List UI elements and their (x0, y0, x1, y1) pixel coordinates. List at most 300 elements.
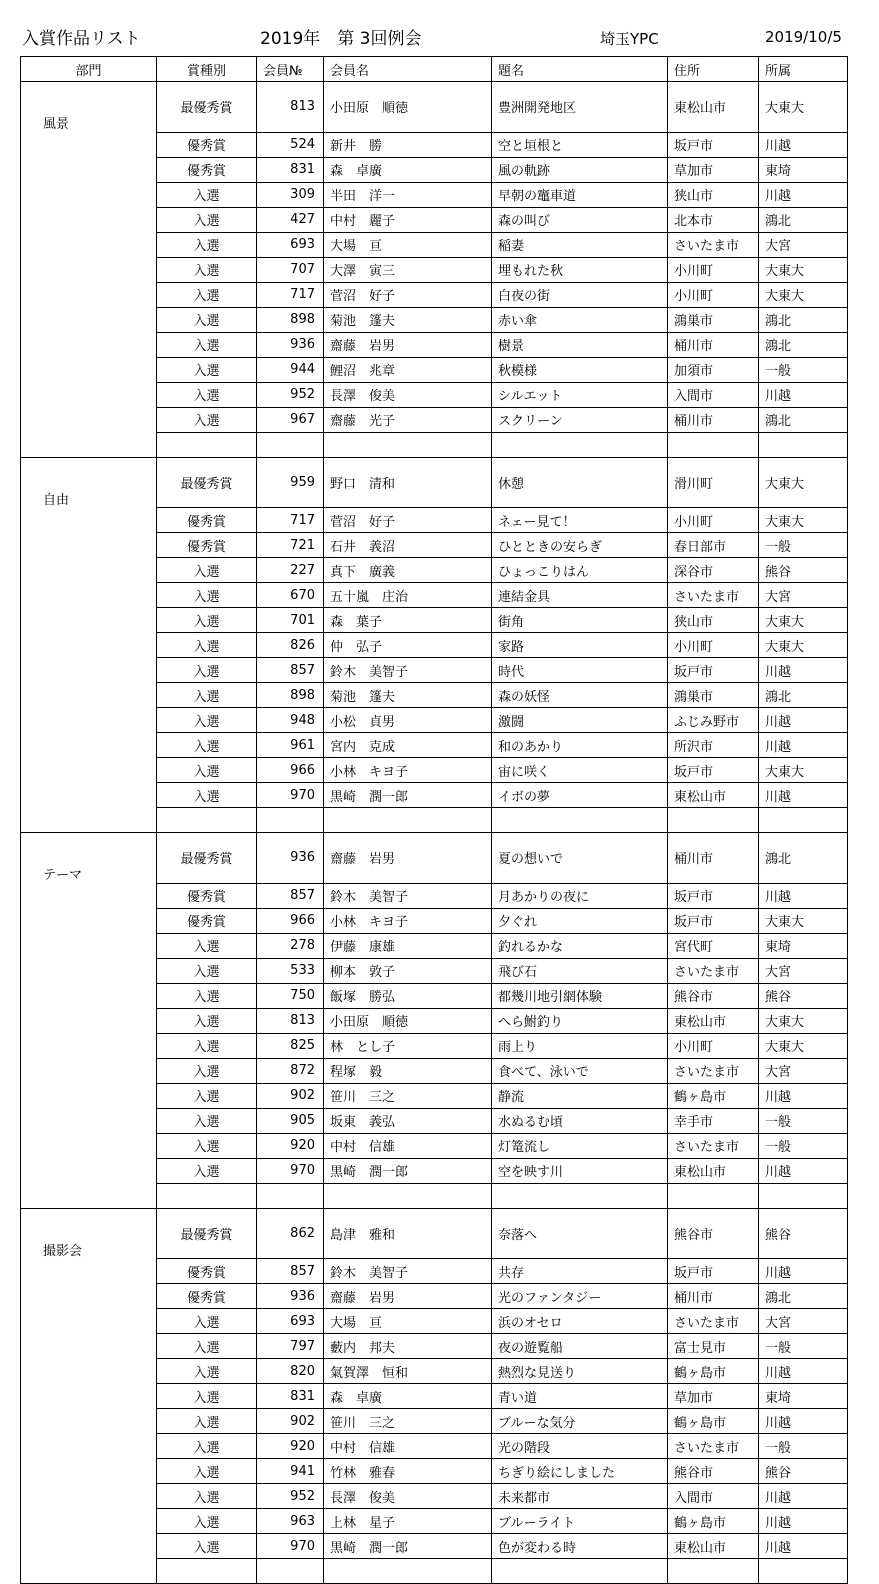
member-no-cell (257, 432, 324, 457)
award-cell: 入選 (157, 382, 257, 407)
address-cell: 東松山市 (668, 82, 759, 133)
title-cell: 森の妖怪 (492, 683, 668, 708)
address-cell: 入間市 (668, 382, 759, 407)
category-cell (21, 783, 157, 808)
member-name-cell: 宮内 克成 (324, 733, 492, 758)
table-row (21, 1108, 848, 1133)
table-row (21, 407, 848, 432)
affiliation-cell: 川越 (759, 182, 848, 207)
address-cell: 坂戸市 (668, 132, 759, 157)
category-cell (21, 1309, 157, 1334)
club-name: 埼玉YPC (600, 30, 659, 48)
award-cell (157, 1183, 257, 1208)
title-cell: ブルーな気分 (492, 1409, 668, 1434)
table-row (21, 1133, 848, 1158)
member-name-cell: 長澤 俊美 (324, 382, 492, 407)
address-cell: 熊谷市 (668, 1459, 759, 1484)
member-name-cell: 長澤 俊美 (324, 1484, 492, 1509)
affiliation-cell: 一般 (759, 1133, 848, 1158)
member-name-cell: 鈴木 美智子 (324, 658, 492, 683)
address-cell: さいたま市 (668, 583, 759, 608)
affiliation-cell: 東埼 (759, 157, 848, 182)
award-cell: 優秀賞 (157, 508, 257, 533)
award-cell: 入選 (157, 583, 257, 608)
affiliation-cell: 川越 (759, 1409, 848, 1434)
member-no-cell: 227 (257, 558, 324, 583)
table-row (21, 307, 848, 332)
award-cell: 入選 (157, 332, 257, 357)
table-row (21, 1534, 848, 1559)
affiliation-cell: 一般 (759, 1434, 848, 1459)
title-cell (492, 432, 668, 457)
table-row (21, 1434, 848, 1459)
award-cell: 入選 (157, 407, 257, 432)
category-cell (21, 157, 157, 182)
title-cell: 樹景 (492, 332, 668, 357)
category-cell (21, 1158, 157, 1183)
member-name-cell: 藪内 邦夫 (324, 1334, 492, 1359)
member-name-cell (324, 432, 492, 457)
address-cell: 東松山市 (668, 1008, 759, 1033)
address-cell (668, 432, 759, 457)
affiliation-cell: 川越 (759, 1259, 848, 1284)
table-row (21, 758, 848, 783)
affiliation-cell: 熊谷 (759, 1459, 848, 1484)
title-cell: ひょっこりはん (492, 558, 668, 583)
category-cell (21, 658, 157, 683)
member-no-cell: 959 (257, 457, 324, 508)
member-no-cell: 826 (257, 633, 324, 658)
member-no-cell: 952 (257, 1484, 324, 1509)
title-cell: 激闘 (492, 708, 668, 733)
member-no-cell (257, 1183, 324, 1208)
member-name-cell: 氣賀澤 恒和 (324, 1359, 492, 1384)
member-name-cell: 小田原 順徳 (324, 82, 492, 133)
member-name-cell: 柳本 敦子 (324, 958, 492, 983)
affiliation-cell: 大宮 (759, 232, 848, 257)
table-row (21, 1208, 848, 1259)
award-cell: 優秀賞 (157, 533, 257, 558)
address-cell: 深谷市 (668, 558, 759, 583)
address-cell: 幸手市 (668, 1108, 759, 1133)
member-name-cell: 大澤 寅三 (324, 257, 492, 282)
member-no-cell: 701 (257, 608, 324, 633)
award-cell: 入選 (157, 357, 257, 382)
award-cell (157, 808, 257, 833)
title-cell: 街角 (492, 608, 668, 633)
table-row (21, 1284, 848, 1309)
member-name-cell: 中村 麗子 (324, 207, 492, 232)
address-cell: 鶴ヶ島市 (668, 1509, 759, 1534)
affiliation-cell: 大東大 (759, 1033, 848, 1058)
affiliation-cell: 大宮 (759, 958, 848, 983)
award-cell: 入選 (157, 683, 257, 708)
title-cell: 連結金具 (492, 583, 668, 608)
table-row (21, 983, 848, 1008)
column-header-member-name: 会員名 (324, 57, 492, 82)
category-cell (21, 182, 157, 207)
member-name-cell: 大場 亘 (324, 1309, 492, 1334)
affiliation-cell: 熊谷 (759, 558, 848, 583)
category-cell (21, 407, 157, 432)
address-cell: 坂戸市 (668, 758, 759, 783)
member-no-cell: 831 (257, 157, 324, 182)
member-name-cell: 中村 信雄 (324, 1133, 492, 1158)
address-cell: 東松山市 (668, 1158, 759, 1183)
member-name-cell: 笹川 三之 (324, 1409, 492, 1434)
affiliation-cell: 大東大 (759, 257, 848, 282)
member-name-cell: 新井 勝 (324, 132, 492, 157)
category-cell (21, 558, 157, 583)
category-cell (21, 533, 157, 558)
affiliation-cell: 大東大 (759, 82, 848, 133)
address-cell: 小川町 (668, 1033, 759, 1058)
affiliation-cell: 川越 (759, 1158, 848, 1183)
address-cell: 桶川市 (668, 332, 759, 357)
title-cell: 稲妻 (492, 232, 668, 257)
affiliation-cell: 大東大 (759, 608, 848, 633)
member-no-cell: 813 (257, 82, 324, 133)
award-cell: 入選 (157, 933, 257, 958)
award-cell: 最優秀賞 (157, 833, 257, 884)
member-no-cell: 750 (257, 983, 324, 1008)
member-name-cell: 伊藤 康雄 (324, 933, 492, 958)
title-cell: 釣れるかな (492, 933, 668, 958)
address-cell: 坂戸市 (668, 883, 759, 908)
member-no-cell: 936 (257, 833, 324, 884)
award-cell: 入選 (157, 758, 257, 783)
member-no-cell: 278 (257, 933, 324, 958)
category-cell (21, 1409, 157, 1434)
category-cell (21, 1058, 157, 1083)
table-row (21, 608, 848, 633)
title-cell: 光のファンタジー (492, 1284, 668, 1309)
table-row (21, 1334, 848, 1359)
title-cell: 風の軌跡 (492, 157, 668, 182)
affiliation-cell: 大東大 (759, 908, 848, 933)
category-cell (21, 1534, 157, 1559)
affiliation-cell: 川越 (759, 1484, 848, 1509)
member-no-cell: 967 (257, 407, 324, 432)
category-cell (21, 307, 157, 332)
member-name-cell: 五十嵐 庄治 (324, 583, 492, 608)
event-title: 2019年 第 3回例会 (260, 29, 422, 49)
member-no-cell: 872 (257, 1058, 324, 1083)
affiliation-cell: 大東大 (759, 758, 848, 783)
title-cell: 熱烈な見送り (492, 1359, 668, 1384)
title-cell: 食べて、泳いで (492, 1058, 668, 1083)
category-cell (21, 808, 157, 833)
affiliation-cell (759, 1183, 848, 1208)
category-cell (21, 733, 157, 758)
address-cell: さいたま市 (668, 1058, 759, 1083)
address-cell: ふじみ野市 (668, 708, 759, 733)
title-cell: 灯篭流し (492, 1133, 668, 1158)
award-cell: 優秀賞 (157, 132, 257, 157)
award-cell: 入選 (157, 1008, 257, 1033)
table-row (21, 257, 848, 282)
member-no-cell: 970 (257, 1534, 324, 1559)
address-cell: 入間市 (668, 1484, 759, 1509)
table-row (21, 533, 848, 558)
title-cell: イボの夢 (492, 783, 668, 808)
category-cell (21, 1083, 157, 1108)
affiliation-cell: 一般 (759, 533, 848, 558)
address-cell: 桶川市 (668, 833, 759, 884)
table-row (21, 357, 848, 382)
category-cell (21, 1459, 157, 1484)
affiliation-cell: 鴻北 (759, 407, 848, 432)
table-row (21, 908, 848, 933)
table-row (21, 457, 848, 508)
affiliation-cell: 一般 (759, 1334, 848, 1359)
award-cell: 入選 (157, 1384, 257, 1409)
table-row (21, 833, 848, 884)
award-cell: 入選 (157, 733, 257, 758)
category-cell (21, 708, 157, 733)
affiliation-cell: 鴻北 (759, 833, 848, 884)
address-cell: 坂戸市 (668, 658, 759, 683)
award-cell: 入選 (157, 633, 257, 658)
affiliation-cell: 川越 (759, 883, 848, 908)
member-no-cell: 524 (257, 132, 324, 157)
category-cell (21, 983, 157, 1008)
column-header-affiliation: 所属 (759, 57, 848, 82)
title-cell: 雨上り (492, 1033, 668, 1058)
table-row (21, 132, 848, 157)
member-name-cell: 齋藤 岩男 (324, 332, 492, 357)
address-cell: 所沢市 (668, 733, 759, 758)
address-cell: 坂戸市 (668, 908, 759, 933)
award-cell: 入選 (157, 608, 257, 633)
table-row (21, 232, 848, 257)
member-no-cell: 898 (257, 307, 324, 332)
address-cell: 富士見市 (668, 1334, 759, 1359)
affiliation-cell: 東埼 (759, 933, 848, 958)
title-cell: 家路 (492, 633, 668, 658)
title-cell: 白夜の街 (492, 282, 668, 307)
table-row (21, 332, 848, 357)
list-date: 2019/10/5 (765, 28, 842, 46)
award-cell: 入選 (157, 1484, 257, 1509)
affiliation-cell: 大宮 (759, 1309, 848, 1334)
member-no-cell: 970 (257, 783, 324, 808)
affiliation-cell: 川越 (759, 1534, 848, 1559)
member-no-cell: 670 (257, 583, 324, 608)
table-row (21, 683, 848, 708)
table-row (21, 1384, 848, 1409)
member-no-cell: 693 (257, 232, 324, 257)
award-cell: 入選 (157, 958, 257, 983)
address-cell: 熊谷市 (668, 1208, 759, 1259)
category-cell (21, 357, 157, 382)
table-row (21, 558, 848, 583)
member-name-cell: 小田原 順徳 (324, 1008, 492, 1033)
category-cell (21, 908, 157, 933)
title-cell: 奈落へ (492, 1208, 668, 1259)
table-row (21, 1158, 848, 1183)
category-cell (21, 758, 157, 783)
title-cell: 秋模様 (492, 357, 668, 382)
title-cell (492, 1559, 668, 1584)
blank-row (21, 808, 848, 833)
member-name-cell: 真下 廣義 (324, 558, 492, 583)
category-cell (21, 82, 157, 133)
award-cell: 入選 (157, 1334, 257, 1359)
member-name-cell: 坂東 義弘 (324, 1108, 492, 1133)
member-no-cell: 952 (257, 382, 324, 407)
address-cell: 小川町 (668, 508, 759, 533)
title-cell: 空と垣根と (492, 132, 668, 157)
member-name-cell: 森 卓廣 (324, 157, 492, 182)
address-cell: 桶川市 (668, 1284, 759, 1309)
column-header-category: 部門 (21, 57, 157, 82)
member-no-cell: 797 (257, 1334, 324, 1359)
table-row (21, 708, 848, 733)
title-cell: 夕ぐれ (492, 908, 668, 933)
member-name-cell: 鈴木 美智子 (324, 1259, 492, 1284)
member-name-cell: 鈴木 美智子 (324, 883, 492, 908)
award-cell: 入選 (157, 1534, 257, 1559)
affiliation-cell: 一般 (759, 357, 848, 382)
address-cell: さいたま市 (668, 958, 759, 983)
member-no-cell: 427 (257, 207, 324, 232)
member-name-cell: 野口 清和 (324, 457, 492, 508)
member-name-cell: 小松 貞男 (324, 708, 492, 733)
member-name-cell: 島津 雅和 (324, 1208, 492, 1259)
member-no-cell: 963 (257, 1509, 324, 1534)
category-cell (21, 1259, 157, 1284)
title-cell: 時代 (492, 658, 668, 683)
member-no-cell (257, 1559, 324, 1584)
member-no-cell: 905 (257, 1108, 324, 1133)
award-cell: 入選 (157, 983, 257, 1008)
table-row (21, 733, 848, 758)
member-name-cell: 程塚 毅 (324, 1058, 492, 1083)
address-cell: 鶴ヶ島市 (668, 1409, 759, 1434)
award-cell: 入選 (157, 282, 257, 307)
award-cell: 優秀賞 (157, 883, 257, 908)
table-row (21, 933, 848, 958)
member-name-cell: 笹川 三之 (324, 1083, 492, 1108)
award-cell: 入選 (157, 658, 257, 683)
table-row (21, 1459, 848, 1484)
address-cell: 狭山市 (668, 182, 759, 207)
member-name-cell: 森 卓廣 (324, 1384, 492, 1409)
category-cell (21, 332, 157, 357)
address-cell: 鶴ヶ島市 (668, 1359, 759, 1384)
affiliation-cell: 川越 (759, 708, 848, 733)
affiliation-cell: 熊谷 (759, 1208, 848, 1259)
address-cell: さいたま市 (668, 232, 759, 257)
award-cell: 入選 (157, 708, 257, 733)
title-cell: 光の階段 (492, 1434, 668, 1459)
member-name-cell (324, 808, 492, 833)
award-cell: 入選 (157, 1158, 257, 1183)
award-cell: 入選 (157, 257, 257, 282)
member-name-cell: 半田 洋一 (324, 182, 492, 207)
column-header-title: 題名 (492, 57, 668, 82)
category-label: テーマ (43, 868, 83, 883)
member-no-cell: 898 (257, 683, 324, 708)
affiliation-cell: 東埼 (759, 1384, 848, 1409)
category-cell (21, 282, 157, 307)
category-cell (21, 508, 157, 533)
award-cell: 入選 (157, 307, 257, 332)
member-name-cell: 飯塚 勝弘 (324, 983, 492, 1008)
affiliation-cell (759, 432, 848, 457)
category-cell (21, 232, 157, 257)
member-no-cell: 533 (257, 958, 324, 983)
member-no-cell: 820 (257, 1359, 324, 1384)
category-cell (21, 257, 157, 282)
title-cell: 埋もれた秋 (492, 257, 668, 282)
column-header-address: 住所 (668, 57, 759, 82)
award-cell: 入選 (157, 1459, 257, 1484)
award-cell: 優秀賞 (157, 1284, 257, 1309)
title-cell (492, 808, 668, 833)
member-no-cell: 309 (257, 182, 324, 207)
title-cell: 夏の想いで (492, 833, 668, 884)
category-cell (21, 1334, 157, 1359)
title-cell: 休憩 (492, 457, 668, 508)
affiliation-cell: 大宮 (759, 1058, 848, 1083)
award-cell: 優秀賞 (157, 1259, 257, 1284)
table-row (21, 1008, 848, 1033)
award-cell: 入選 (157, 1434, 257, 1459)
affiliation-cell: 川越 (759, 783, 848, 808)
award-cell: 入選 (157, 1509, 257, 1534)
category-cell (21, 933, 157, 958)
category-cell (21, 1509, 157, 1534)
affiliation-cell: 鴻北 (759, 332, 848, 357)
member-no-cell: 941 (257, 1459, 324, 1484)
category-label: 撮影会 (43, 1243, 83, 1259)
member-name-cell: 齋藤 岩男 (324, 833, 492, 884)
award-cell: 入選 (157, 1133, 257, 1158)
member-name-cell: 菅沼 好子 (324, 508, 492, 533)
award-cell: 入選 (157, 1083, 257, 1108)
affiliation-cell: 鴻北 (759, 683, 848, 708)
address-cell: 草加市 (668, 157, 759, 182)
address-cell: 小川町 (668, 257, 759, 282)
table-row (21, 1309, 848, 1334)
member-name-cell (324, 1559, 492, 1584)
address-cell: 鴻巣市 (668, 683, 759, 708)
award-cell: 入選 (157, 182, 257, 207)
award-cell: 入選 (157, 207, 257, 232)
member-name-cell: 菊池 篷夫 (324, 683, 492, 708)
affiliation-cell: 大東大 (759, 633, 848, 658)
blank-row (21, 1559, 848, 1584)
member-no-cell: 813 (257, 1008, 324, 1033)
affiliation-cell: 大東大 (759, 1008, 848, 1033)
award-cell: 優秀賞 (157, 908, 257, 933)
category-cell (21, 1033, 157, 1058)
award-cell: 入選 (157, 1359, 257, 1384)
table-row (21, 157, 848, 182)
address-cell: さいたま市 (668, 1434, 759, 1459)
award-cell: 最優秀賞 (157, 82, 257, 133)
table-row (21, 783, 848, 808)
member-name-cell: 齋藤 岩男 (324, 1284, 492, 1309)
affiliation-cell: 大東大 (759, 508, 848, 533)
member-no-cell: 717 (257, 282, 324, 307)
category-cell (21, 958, 157, 983)
affiliation-cell: 大宮 (759, 583, 848, 608)
member-no-cell: 936 (257, 1284, 324, 1309)
category-cell (21, 1434, 157, 1459)
